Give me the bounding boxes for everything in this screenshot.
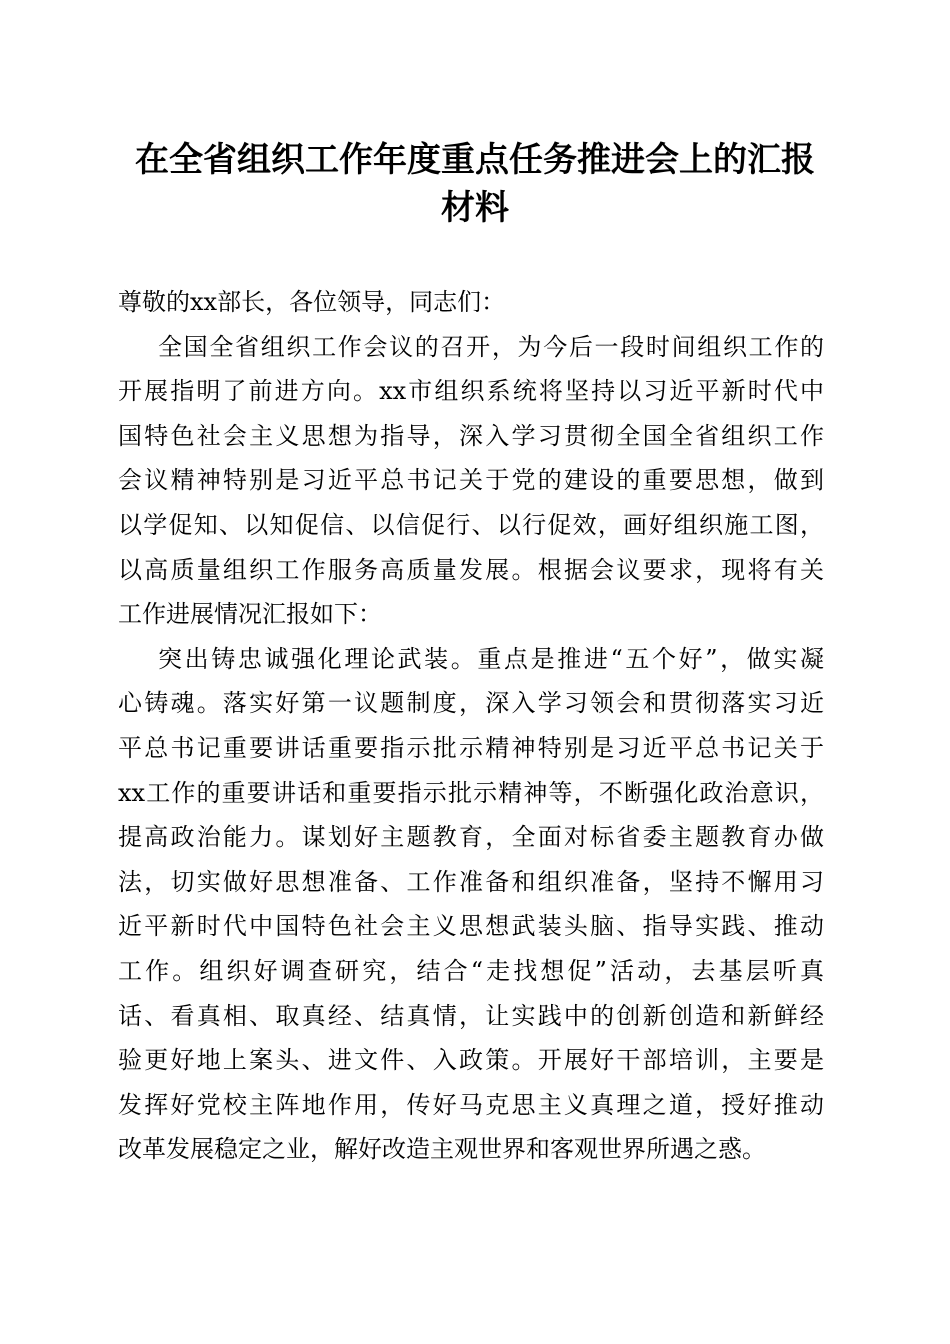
paragraph-line: 工作。组织好调查研究，结合“走找想促”活动，去基层听真: [118, 956, 824, 985]
paragraph-line: 话、看真相、取真经、结真情，让实践中的创新创造和新鲜经: [118, 1001, 824, 1030]
paragraph-line: 全国全省组织工作会议的召开，为今后一段时间组织工作的: [158, 332, 824, 361]
paragraph-line: 以高质量组织工作服务高质量发展。根据会议要求，现将有关: [118, 555, 824, 584]
paragraph-line: 开展指明了前进方向。xx市组织系统将坚持以习近平新时代中: [118, 377, 824, 406]
paragraph-line: 国特色社会主义思想为指导，深入学习贯彻全国全省组织工作: [118, 421, 824, 450]
paragraph-intro: [118, 325, 824, 637]
paragraph-line: 发挥好党校主阵地作用，传好马克思主义真理之道，授好推动: [118, 1090, 824, 1119]
paragraph-line: 改革发展稳定之业，解好改造主观世界和客观世界所遇之惑。: [118, 1135, 766, 1164]
document-title-line-2: 材料: [441, 188, 509, 228]
paragraph-line: 以学促知、以知促信、以信促行、以行促效，画好组织施工图，: [118, 510, 824, 539]
document-title-line-1: 在全省组织工作年度重点任务推进会上的汇报: [135, 140, 815, 180]
paragraph-line: 心铸魂。落实好第一议题制度，深入学习领会和贯彻落实习近: [118, 689, 824, 718]
paragraph-theory-armament: [118, 637, 824, 1172]
paragraph-line: 平总书记重要讲话重要指示批示精神特别是习近平总书记关于: [118, 733, 824, 762]
document-body: [118, 280, 824, 1172]
greeting: 尊敬的xx部长，各位领导，同志们：: [118, 288, 506, 316]
paragraph-line: 验更好地上案头、进文件、入政策。开展好干部培训，主要是: [118, 1046, 824, 1075]
paragraph-line: 法，切实做好思想准备、工作准备和组织准备，坚持不懈用习: [118, 867, 824, 896]
paragraph-line: 突出铸忠诚强化理论武装。重点是推进“五个好”，做实凝: [158, 644, 824, 673]
paragraph-line: 会议精神特别是习近平总书记关于党的建设的重要思想，做到: [118, 466, 824, 495]
paragraph-line: xx工作的重要讲话和重要指示批示精神等，不断强化政治意识，: [118, 778, 824, 807]
paragraph-line: 提高政治能力。谋划好主题教育，全面对标省委主题教育办做: [118, 823, 824, 852]
paragraph-line: 近平新时代中国特色社会主义思想武装头脑、指导实践、推动: [118, 912, 824, 941]
paragraph-line: 工作进展情况汇报如下：: [118, 600, 382, 629]
